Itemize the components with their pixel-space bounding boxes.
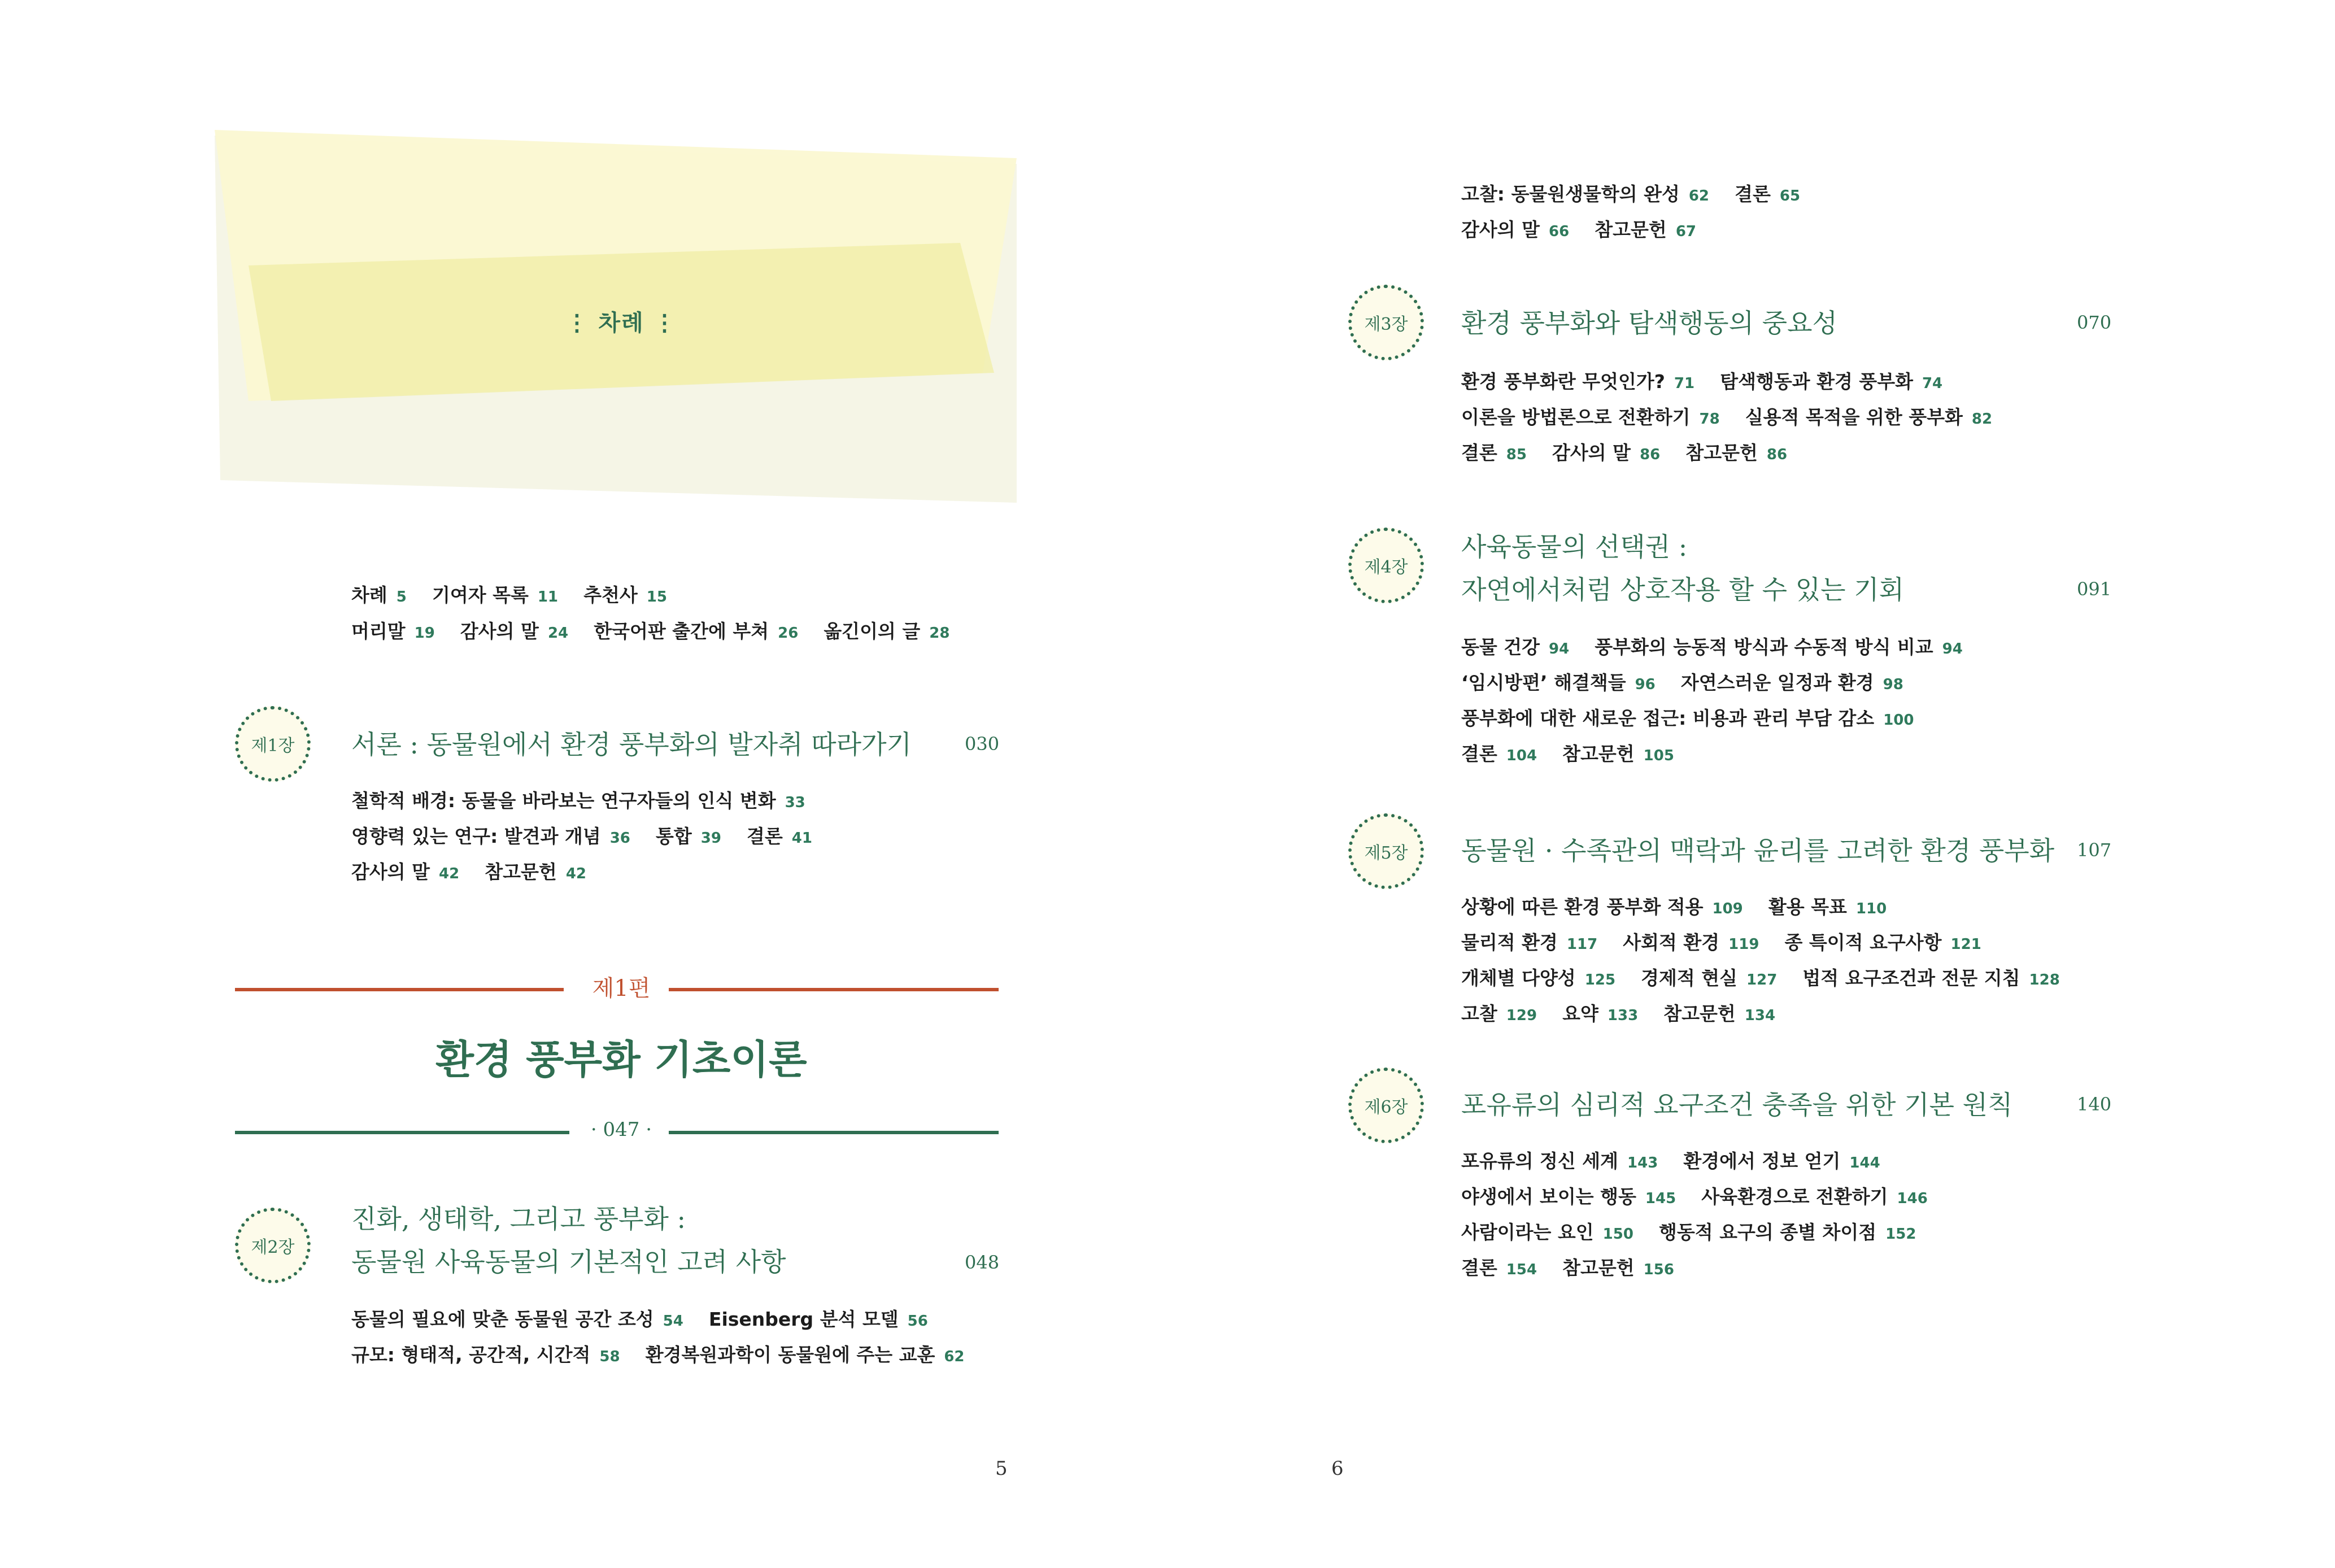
- entry-page: 110: [1855, 900, 1887, 917]
- entry-page: 26: [778, 625, 799, 642]
- entry-page: 109: [1712, 900, 1743, 917]
- entry-title: 행동적 요구의 종별 차이점: [1659, 1221, 1877, 1243]
- entry-page: 39: [700, 830, 721, 847]
- chapter-page: 070: [2077, 312, 2112, 333]
- chapter-page: 107: [2077, 839, 2112, 861]
- entry-page: 105: [1643, 747, 1674, 764]
- entry-title: 요약: [1562, 1003, 1598, 1025]
- entry-page: 121: [1950, 936, 1981, 953]
- entry-page: 94: [1549, 641, 1570, 657]
- entry-page: 58: [599, 1348, 620, 1365]
- entry-title: 머리말: [351, 620, 406, 642]
- entry-row: [1461, 438, 2015, 474]
- chapter-title: 동물원 · 수족관의 맥락과 윤리를 고려한 환경 풍부화: [1461, 835, 2055, 866]
- entry-title: 풍부화에 대한 새로운 접근: 비용과 관리 부담 감소: [1461, 707, 1875, 729]
- part-page: · 047 ·: [590, 1118, 652, 1141]
- entry-title: 환경 풍부화란 무엇인가?: [1461, 371, 1665, 393]
- entry-page: 152: [1885, 1226, 1916, 1243]
- entry-page: 100: [1883, 712, 1914, 729]
- part-rule-top-left: [235, 988, 564, 991]
- right-page: [1168, 0, 2335, 1568]
- entry-page: 15: [646, 589, 667, 606]
- chapter-page: 091: [2077, 578, 2112, 600]
- entry-title: 영향력 있는 연구: 발견과 개념: [351, 825, 601, 847]
- chapter-title: 포유류의 심리적 요구조건 충족을 위한 기본 원칙: [1461, 1090, 2013, 1120]
- entry-page: 33: [785, 794, 805, 811]
- entry-title: 실용적 목적을 위한 풍부화: [1745, 406, 1963, 428]
- entry-row: [1461, 215, 1823, 251]
- entry-title: 경제적 현실: [1641, 967, 1738, 989]
- chapter-entries: [1461, 633, 1985, 775]
- chapter-title: 서론 : 동물원에서 환경 풍부화의 발자취 따라가기: [351, 729, 912, 760]
- entry-page: 86: [1766, 446, 1788, 463]
- entry-title: 종 특이적 요구사항: [1784, 931, 1942, 953]
- entry-page: 42: [565, 865, 586, 882]
- entry-page: 78: [1699, 411, 1720, 428]
- entry-title: 참고문헌: [1562, 1257, 1635, 1279]
- entry-row: [1461, 999, 2083, 1035]
- front-matter-list: [351, 581, 972, 653]
- entry-title: 결론: [1735, 183, 1771, 205]
- chapter-title-line-1: 진화, 생태학, 그리고 풍부화 :: [351, 1204, 686, 1234]
- entry-page: 117: [1566, 936, 1598, 953]
- entry-title: 풍부화의 능동적 방식과 수동적 방식 비교: [1595, 636, 1933, 658]
- entry-page: 94: [1942, 641, 1963, 657]
- chapter-badge: 제1장: [235, 706, 311, 782]
- chapter-entries: [1461, 367, 2015, 474]
- page-number-left: 5: [995, 1457, 1008, 1480]
- entry-title: 참고문헌: [485, 861, 557, 883]
- entry-page: 28: [929, 625, 950, 642]
- entry-title: 추천사: [583, 584, 638, 606]
- entry-title: 차례: [351, 584, 387, 606]
- part-label: 제1편: [592, 975, 651, 1001]
- entry-page: 67: [1675, 223, 1696, 240]
- chapter-badge: 제4장: [1348, 528, 1424, 603]
- entry-row: [1461, 633, 1985, 668]
- part-rule-bottom-right: [669, 1131, 999, 1134]
- entry-title: 고찰: 동물원생물학의 완성: [1461, 183, 1680, 205]
- front-matter-row: [351, 617, 972, 653]
- entry-row: [351, 1305, 987, 1340]
- chapter-badge: 제6장: [1348, 1068, 1424, 1143]
- entry-title: 동물의 필요에 맞춘 동물원 공간 조성: [351, 1308, 654, 1330]
- entry-row: [1461, 704, 1985, 739]
- chapter-title-line-1: 사육동물의 선택권 :: [1461, 532, 1688, 562]
- entry-page: 143: [1627, 1155, 1658, 1171]
- entry-page: 36: [609, 830, 630, 847]
- entry-page: 65: [1779, 188, 1801, 204]
- entry-row: [1461, 668, 1985, 704]
- chapter-page: 048: [965, 1252, 1000, 1273]
- entry-page: 74: [1922, 375, 1943, 392]
- chapter-entries: [1461, 892, 2083, 1035]
- entry-page: 125: [1584, 972, 1616, 988]
- entry-row: [1461, 403, 2015, 438]
- entry-title: 옮긴이의 글: [824, 620, 921, 642]
- entry-title: ‘임시방편’ 해결책들: [1461, 672, 1626, 694]
- entry-title: 감사의 말: [351, 861, 430, 883]
- entry-title: 결론: [747, 825, 783, 847]
- entry-page: 86: [1640, 446, 1661, 463]
- entry-title: 사람이라는 요인: [1461, 1221, 1594, 1243]
- entry-title: 감사의 말: [460, 620, 539, 642]
- entry-title: 참고문헌: [1663, 1003, 1736, 1025]
- entry-row: [1461, 928, 2083, 964]
- chapter-title-line-2: 동물원 사육동물의 기본적인 고려 사항: [351, 1247, 786, 1277]
- chapter-entries: [1461, 1147, 1950, 1289]
- entry-title: 기여자 목록: [432, 584, 529, 606]
- entry-row: [1461, 892, 2083, 928]
- entry-row: [1461, 367, 2015, 403]
- toc-title: ⋮ 차례 ⋮: [565, 310, 677, 336]
- entry-page: 129: [1506, 1007, 1537, 1024]
- entry-page: 54: [663, 1313, 683, 1330]
- entry-row: [1461, 1218, 1950, 1253]
- chapter-badge: 제5장: [1348, 813, 1424, 889]
- entry-page: 66: [1549, 223, 1570, 240]
- chapter-page: 030: [965, 733, 1000, 755]
- chapter-badge: 제2장: [235, 1208, 311, 1283]
- entry-page: 127: [1746, 972, 1778, 988]
- entry-row: [1461, 180, 1823, 215]
- entry-title: 사회적 환경: [1623, 931, 1720, 953]
- entry-title: 탐색행동과 환경 풍부화: [1720, 371, 1913, 393]
- entry-title: 이론을 방법론으로 전환하기: [1461, 406, 1691, 428]
- entry-title: 감사의 말: [1461, 219, 1540, 241]
- entry-page: 71: [1674, 375, 1695, 392]
- entry-row: [1461, 739, 1985, 775]
- entry-page: 24: [547, 625, 569, 642]
- entry-row: [1461, 1182, 1950, 1218]
- entry-title: 참고문헌: [1595, 219, 1667, 241]
- chapter-2-continued-entries: [1461, 180, 1823, 251]
- entry-page: 104: [1506, 747, 1537, 764]
- entry-title: 법적 요구조건과 전문 지침: [1802, 967, 2020, 989]
- entry-page: 154: [1506, 1261, 1537, 1278]
- entry-page: 62: [944, 1348, 965, 1365]
- entry-page: 133: [1607, 1007, 1639, 1024]
- entry-title: 환경에서 정보 얻기: [1683, 1150, 1841, 1172]
- entry-page: 62: [1688, 188, 1710, 204]
- entry-title: 고찰: [1461, 1003, 1497, 1025]
- entry-row: [351, 1340, 987, 1376]
- entry-row: [1461, 1147, 1950, 1182]
- chapter-entries: [351, 1305, 987, 1376]
- entry-page: 5: [396, 589, 407, 606]
- entry-title: 참고문헌: [1685, 442, 1758, 464]
- entry-page: 134: [1744, 1007, 1776, 1024]
- entry-title: 결론: [1461, 442, 1497, 464]
- entry-page: 98: [1883, 676, 1903, 693]
- entry-title: 통합: [655, 825, 692, 847]
- part-rule-top-right: [669, 988, 999, 991]
- entry-page: 128: [2029, 972, 2060, 988]
- chapter-page: 140: [2077, 1094, 2112, 1115]
- chapter-title-line-2: 자연에서처럼 상호작용 할 수 있는 기회: [1461, 574, 1905, 605]
- entry-title: Eisenberg 분석 모델: [708, 1308, 899, 1330]
- entry-title: 결론: [1461, 743, 1497, 765]
- entry-title: 규모: 형태적, 공간적, 시간적: [351, 1344, 591, 1366]
- entry-page: 41: [791, 830, 812, 847]
- entry-title: 상황에 따른 환경 풍부화 적용: [1461, 896, 1704, 918]
- entry-title: 철학적 배경: 동물을 바라보는 연구자들의 인식 변화: [351, 790, 776, 812]
- entry-title: 환경복원과학이 동물원에 주는 교훈: [645, 1344, 935, 1366]
- chapter-badge: 제3장: [1348, 285, 1424, 360]
- entry-page: 96: [1635, 676, 1656, 693]
- entry-row: [1461, 964, 2083, 999]
- entry-page: 144: [1849, 1155, 1880, 1171]
- entry-page: 82: [1971, 411, 1993, 428]
- part-title: 환경 풍부화 기초이론: [435, 1036, 807, 1083]
- entry-page: 156: [1643, 1261, 1674, 1278]
- chapter-entries: [351, 786, 835, 893]
- entry-row: [351, 822, 835, 857]
- page-number-right: 6: [1331, 1457, 1344, 1480]
- entry-page: 85: [1506, 446, 1527, 463]
- entry-title: 자연스러운 일정과 환경: [1680, 672, 1874, 694]
- entry-page: 11: [537, 589, 559, 606]
- part-rule-bottom-left: [235, 1131, 569, 1134]
- entry-row: [351, 786, 835, 822]
- entry-title: 포유류의 정신 세계: [1461, 1150, 1619, 1172]
- entry-title: 동물 건강: [1461, 636, 1540, 658]
- entry-title: 사육환경으로 전환하기: [1701, 1186, 1888, 1208]
- entry-title: 야생에서 보이는 행동: [1461, 1186, 1636, 1208]
- chapter-title: 환경 풍부화와 탐색행동의 중요성: [1461, 308, 1837, 338]
- entry-row: [1461, 1253, 1950, 1289]
- front-matter-row: [351, 581, 972, 617]
- entry-page: 146: [1897, 1190, 1928, 1207]
- entry-page: 19: [414, 625, 435, 642]
- entry-page: 145: [1645, 1190, 1676, 1207]
- entry-page: 150: [1602, 1226, 1633, 1243]
- entry-title: 물리적 환경: [1461, 931, 1558, 953]
- entry-title: 감사의 말: [1552, 442, 1631, 464]
- entry-title: 참고문헌: [1562, 743, 1635, 765]
- entry-title: 개체별 다양성: [1461, 967, 1576, 989]
- entry-page: 56: [907, 1313, 928, 1330]
- entry-title: 결론: [1461, 1257, 1497, 1279]
- entry-row: [351, 857, 835, 893]
- entry-page: 42: [439, 865, 460, 882]
- entry-title: 활용 목표: [1768, 896, 1847, 918]
- entry-title: 한국어판 출간에 부쳐: [594, 620, 769, 642]
- entry-page: 119: [1728, 936, 1759, 953]
